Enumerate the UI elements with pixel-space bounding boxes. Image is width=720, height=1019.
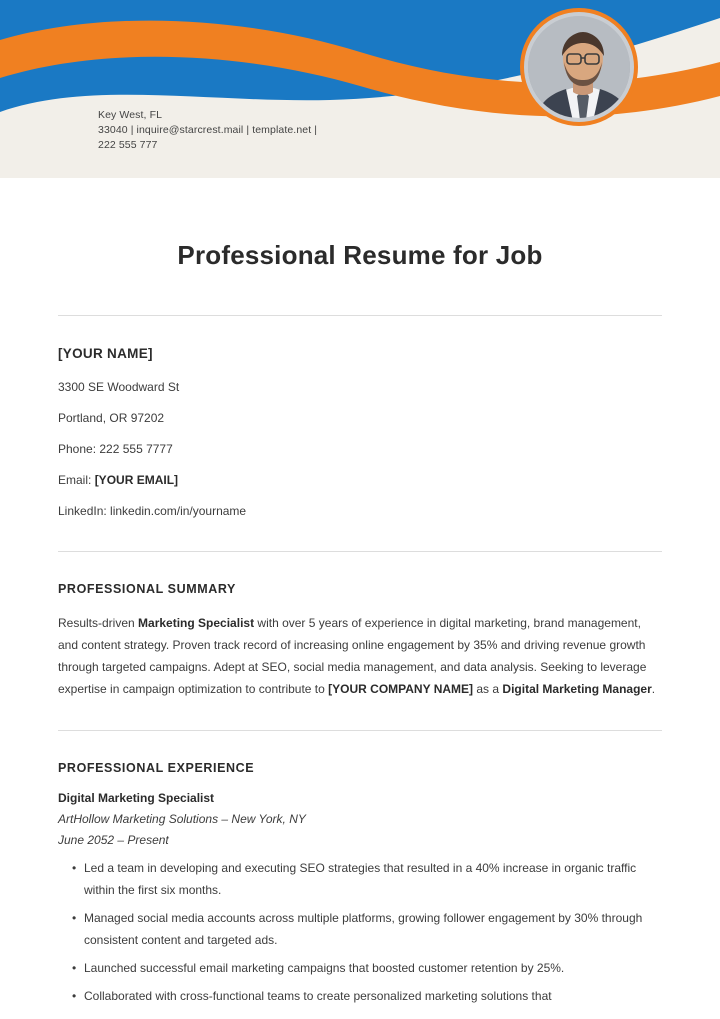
summary-paragraph (58, 612, 662, 700)
summary-heading: PROFESSIONAL SUMMARY (58, 582, 236, 596)
email-value: [YOUR EMAIL] (94, 473, 179, 487)
header-contact-block (98, 108, 317, 153)
resume-document (0, 240, 720, 1007)
job-dates: June 2052 – Present (58, 833, 169, 847)
header-contact-line-2: 33040 | inquire@starcrest.mail | template.net | (98, 124, 318, 136)
summary-text-2: with over 5 years of experience in digital marketing, brand management, and content strategy. Proven track record of increasing online engagement by 35% and driving revenue growth through targeted campaigns. Adept at SEO, social media management, and data analysis. Seeking to leverage expertise in campaign optimization to contribute to (58, 616, 647, 696)
linkedin-line: LinkedIn: linkedin.com/in/yourname (58, 504, 247, 518)
email-line (58, 472, 662, 488)
list-item: • Led a team in developing and executing SEO strategies that resulted in a 40% increase in organic traffic within the first six months. (74, 857, 662, 901)
summary-bold-2: [YOUR COMPANY NAME] (328, 682, 474, 696)
summary-text-3: as a (473, 682, 503, 696)
header-contact-line-3: 222 555 777 (98, 139, 158, 151)
list-item: • Launched successful email marketing campaigns that boosted customer retention by 25%. (74, 957, 662, 979)
address-line-2: Portland, OR 97202 (58, 411, 165, 425)
phone-line: Phone: 222 555 7777 (58, 442, 173, 456)
candidate-name: [YOUR NAME] (58, 346, 153, 361)
job-title: Digital Marketing Specialist (58, 791, 215, 805)
professional-summary-section (58, 582, 662, 700)
avatar (520, 8, 638, 126)
address-line-1: 3300 SE Woodward St (58, 380, 180, 394)
job-company: ArtHollow Marketing Solutions – New York, NY (58, 812, 306, 826)
job-bullet-list (58, 857, 662, 1007)
person-portrait-icon (528, 16, 630, 118)
avatar-photo (528, 16, 630, 118)
divider-summary (58, 730, 662, 731)
divider-title (58, 315, 662, 316)
page-title: Professional Resume for Job (177, 240, 543, 270)
header-contact-line-1: Key West, FL (98, 109, 163, 121)
summary-text-4: . (651, 682, 656, 696)
summary-bold-1: Marketing Specialist (138, 616, 255, 630)
professional-experience-section (58, 761, 662, 1007)
email-label: Email: (58, 473, 95, 487)
experience-heading: PROFESSIONAL EXPERIENCE (58, 761, 255, 775)
summary-text-1: Results-driven (58, 616, 139, 630)
identity-section (58, 346, 662, 519)
divider-identity (58, 551, 662, 552)
list-item: • Collaborated with cross-functional teams to create personalized marketing solutions that (74, 985, 662, 1007)
summary-bold-3: Digital Marketing Manager (502, 682, 652, 696)
avatar-ring (520, 8, 638, 126)
list-item: • Managed social media accounts across multiple platforms, growing follower engagement by 30% through consistent content and targeted ads. (74, 907, 662, 951)
resume-header-banner (0, 0, 720, 178)
